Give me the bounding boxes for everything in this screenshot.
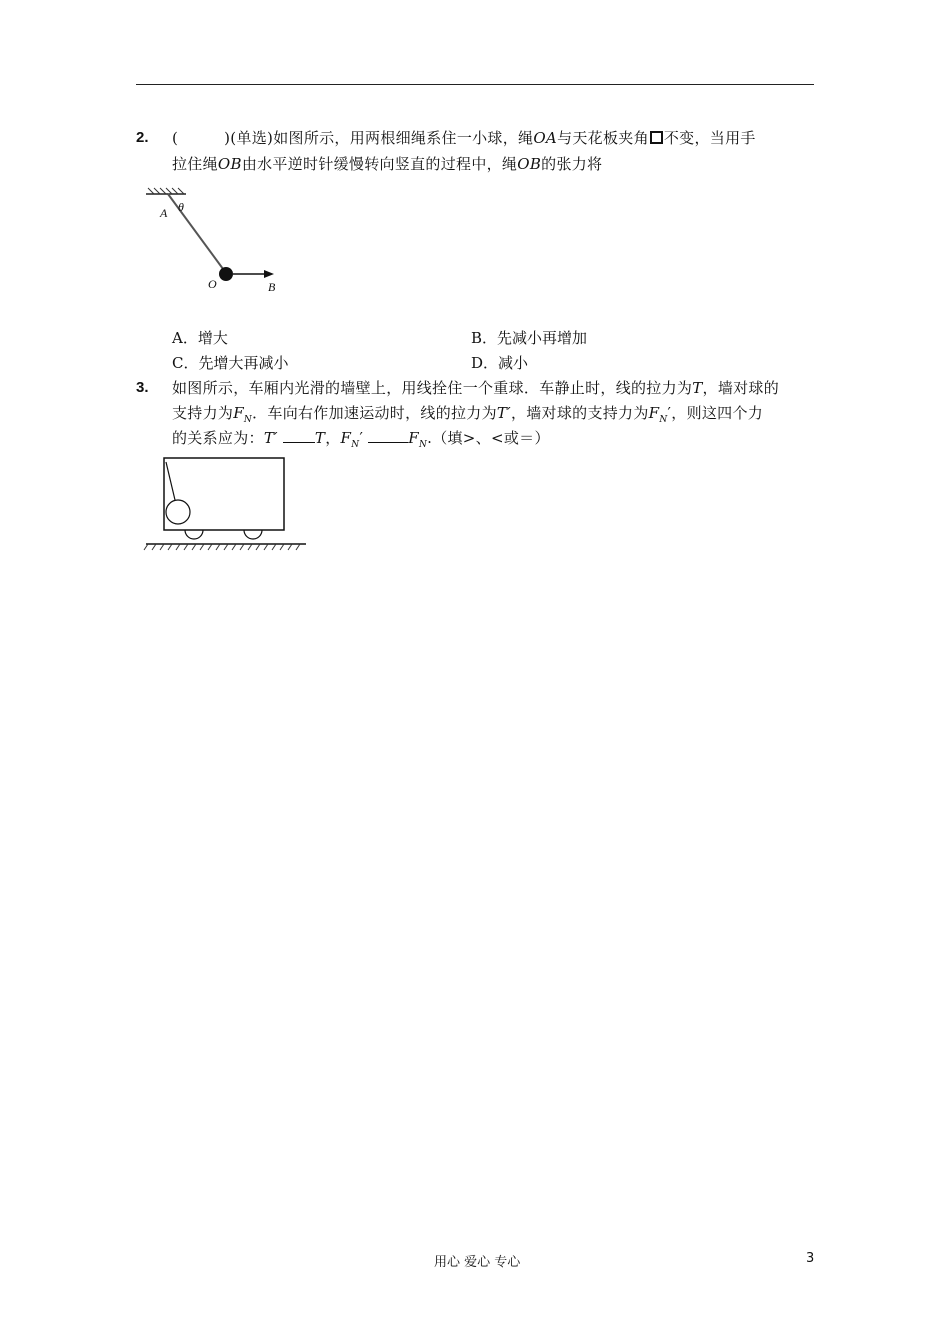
label-o: O [208,277,217,291]
option-b: B．先减小再增加 [471,329,588,347]
label-a: A [160,206,168,220]
fill-blank-2[interactable] [368,428,408,443]
question-2-line-1: ( )(单选)如图所示，用两根细绳系住一小球，绳OA与天花板夹角 不变，当用手 [172,129,756,147]
label-theta: θ [178,200,184,214]
option-d: D．减小 [471,354,529,372]
angle-symbol-box [650,131,663,144]
header-rule [136,84,814,85]
label-b: B [268,280,276,294]
page-number: 3 [806,1251,815,1266]
question-3-line-3: 的关系应为：T′ T，$F_N'$ $F_N$.（填>、<或＝） [172,429,550,450]
fill-blank-1[interactable] [283,428,315,443]
answer-paren-open: ( [172,129,179,147]
option-a: A．增大 [172,329,228,347]
question-3-line-2: 支持力为$F_N$．车向右作加速运动时，线的拉力为T′，墙对球的支持力为$F_N'$，则这四个力 [172,404,764,425]
figure-cart [140,452,312,554]
option-c: C．先增大再减小 [172,354,289,372]
question-2-line-2: 拉住绳OB由水平逆时针缓慢转向竖直的过程中，绳OB的张力将 [172,155,603,173]
question-3-number: 3. [136,379,149,396]
question-2-number: 2. [136,129,149,146]
figure-pendulum [140,186,300,298]
question-3-line-1: 如图所示，车厢内光滑的墙壁上，用线拴住一个重球．车静止时，线的拉力为T，墙对球的 [172,379,780,397]
footer-slogan: 用心 爱心 专心 [434,1255,521,1270]
